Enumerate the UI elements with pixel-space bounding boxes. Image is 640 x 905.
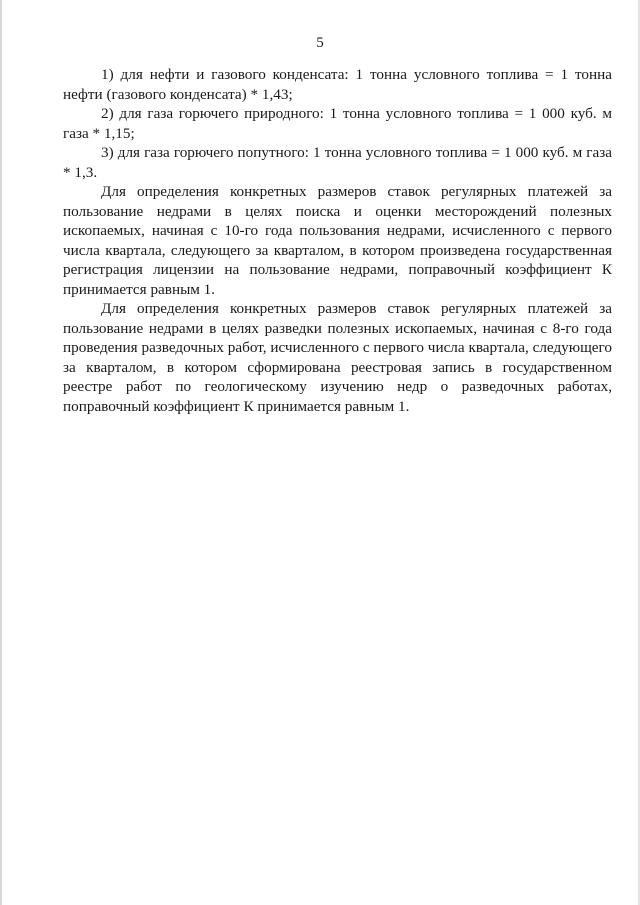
paragraph-search-coefficient: Для определения конкретных размеров ставок регулярных платежей за пользование недрами в целях поиска и оценки месторождений полезных ископаемых, начиная с 10-го года пользования недрами, исчисленного с первого числа квартала, следующего за кварталом, в котором произведена государственная регистрация лицензии на пользование недрами, поправочный коэффициент К принимается равным 1. [63, 183, 612, 298]
paragraph-associated-gas-conversion: 3) для газа горючего попутного: 1 тонна условного топлива = 1 000 куб. м газа * 1,3. [63, 144, 612, 181]
paragraph-natural-gas-conversion: 2) для газа горючего природного: 1 тонна условного топлива = 1 000 куб. м газа * 1,15; [63, 105, 612, 142]
document-body [63, 65, 612, 416]
page-number: 5 [316, 35, 324, 51]
paragraph-exploration-coefficient: Для определения конкретных размеров ставок регулярных платежей за пользование недрами в целях разведки полезных ископаемых, начиная с 8-го года проведения разведочных работ, исчисленного с первого числа квартала, следующего за кварталом, в котором сформирована реестровая запись в государственном реестре работ по геологическому изучению недр о разведочных работах, поправочный коэффициент К принимается равным 1. [63, 300, 612, 415]
scan-edge-left [0, 0, 2, 905]
paragraph-oil-conversion: 1) для нефти и газового конденсата: 1 тонна условного топлива = 1 тонна нефти (газового конденсата) * 1,43; [63, 66, 612, 103]
